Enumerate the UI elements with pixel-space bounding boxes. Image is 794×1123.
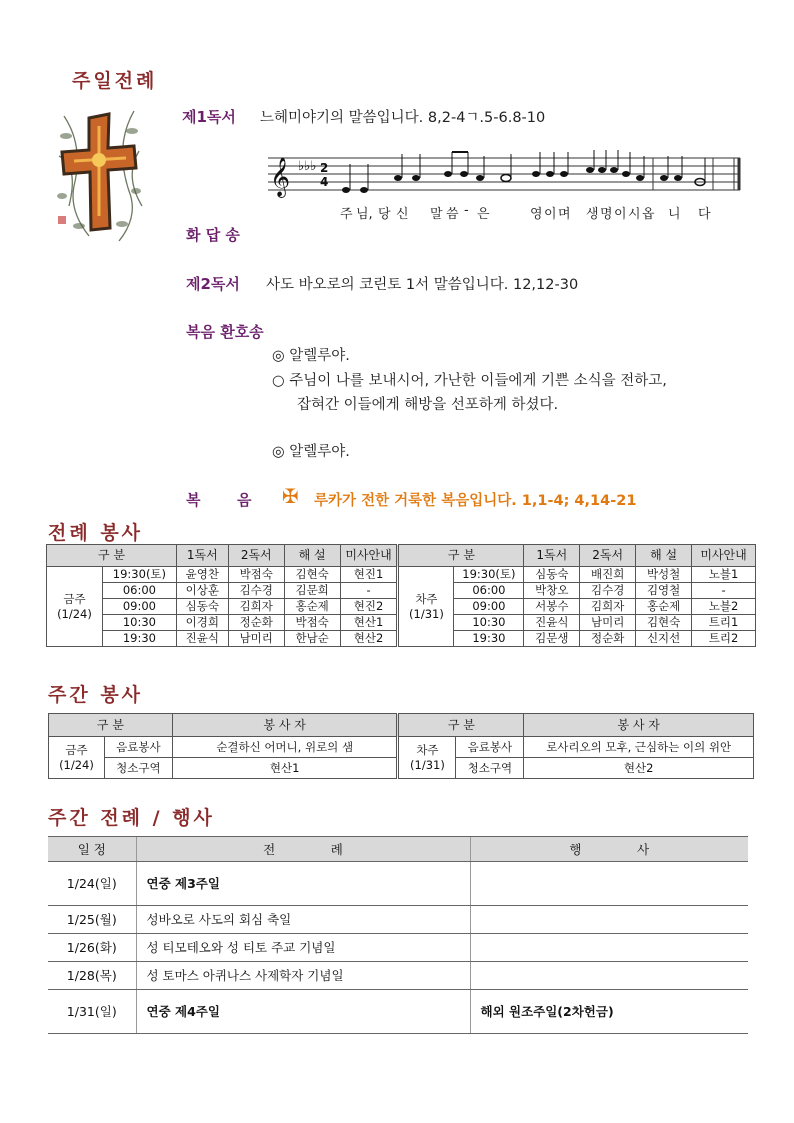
- gospel-text: 루카가 전한 거룩한 복음입니다. 1,1-4; 4,14-21: [314, 493, 637, 509]
- acclamation-label: 복음 환호송: [186, 323, 264, 341]
- week-date: (1/24): [59, 757, 94, 772]
- cell: 김희자: [580, 599, 636, 615]
- table-header-row: [48, 837, 748, 862]
- cell: 김문생: [524, 631, 580, 647]
- cell: 박성철: [636, 567, 692, 583]
- cell: 현산1: [172, 758, 398, 779]
- date-cell: 1/26(화): [48, 934, 136, 962]
- reading1-label: 제1독서: [182, 108, 236, 126]
- cell: 홍순제: [636, 599, 692, 615]
- cell: 진윤식: [524, 615, 580, 631]
- cell: 서봉수: [524, 599, 580, 615]
- table-row: [48, 934, 748, 962]
- liturgy-cell: 성 토마스 아퀴나스 사제학자 기념일: [136, 962, 470, 990]
- event-cell: 해외 원조주일(2차헌금): [470, 990, 748, 1034]
- header-cell: 구 분: [398, 714, 524, 737]
- liturgy-cell: 성 티모테오와 성 티토 주교 기념일: [136, 934, 470, 962]
- cell: 19:30(토): [102, 567, 176, 583]
- week-cell: [398, 567, 454, 647]
- week-cell: [49, 737, 105, 779]
- reading2-label: 제2독서: [186, 275, 240, 293]
- table-header-row: [47, 545, 756, 567]
- header-cell: 행 사: [470, 837, 748, 862]
- weekly-service-title: 주간 봉사: [48, 684, 144, 706]
- cell: 배진희: [580, 567, 636, 583]
- psalm-lyrics: [340, 203, 720, 221]
- header-cell: 전 례: [136, 837, 470, 862]
- sunday-liturgy-title: 주일전례: [72, 70, 158, 92]
- week-label: 차주: [416, 742, 439, 757]
- liturgy-cell: 연중 제4주일: [136, 990, 470, 1034]
- cell: 09:00: [454, 599, 524, 615]
- cell: 정순화: [580, 631, 636, 647]
- week-cell: [398, 737, 456, 779]
- lyric: 님,: [356, 207, 373, 222]
- lyric: 시: [628, 207, 641, 222]
- header-cell: 미사안내: [340, 545, 398, 567]
- date-cell: 1/31(일): [48, 990, 136, 1034]
- header-cell: 봉 사 자: [524, 714, 754, 737]
- cell: 남미리: [580, 615, 636, 631]
- header-cell: 해 설: [636, 545, 692, 567]
- liturgy-service-title: 전례 봉사: [48, 522, 144, 544]
- reading1-text: 느헤미야기의 말씀입니다. 8,2-4ㄱ.5-6.8-10: [260, 110, 546, 126]
- cell: 청소구역: [104, 758, 172, 779]
- lyric: 니: [668, 207, 681, 222]
- lyric: 당: [378, 207, 391, 222]
- cell: 현진1: [340, 567, 398, 583]
- header-cell: 미사안내: [692, 545, 756, 567]
- svg-text:2: 2: [320, 161, 329, 175]
- lyric: 옵: [642, 207, 655, 222]
- cell: -: [340, 583, 398, 599]
- cell: 로사리오의 모후, 근심하는 이의 위안: [524, 737, 754, 758]
- cell: 정순화: [228, 615, 284, 631]
- table-row: [48, 990, 748, 1034]
- cell: 09:00: [102, 599, 176, 615]
- header-cell: 봉 사 자: [172, 714, 398, 737]
- cell: 박창오: [524, 583, 580, 599]
- cross-illustration: [44, 96, 154, 246]
- date-cell: 1/25(월): [48, 906, 136, 934]
- event-cell: [470, 862, 748, 906]
- week-date: (1/24): [57, 606, 92, 621]
- cell: 김희자: [228, 599, 284, 615]
- date-cell: 1/24(일): [48, 862, 136, 906]
- cell: 06:00: [454, 583, 524, 599]
- svg-text:𝄞: 𝄞: [270, 157, 291, 197]
- date-cell: 1/28(목): [48, 962, 136, 990]
- weekly-events-table: [48, 836, 748, 1034]
- weekly-events-title: 주간 전례 / 행사: [48, 807, 215, 829]
- cell: 김현숙: [636, 615, 692, 631]
- psalm-music-staff: [268, 150, 742, 198]
- cell: 심동숙: [176, 599, 228, 615]
- cell: 남미리: [228, 631, 284, 647]
- cell: -: [692, 583, 756, 599]
- week-date: (1/31): [409, 606, 444, 621]
- cell: 트리1: [692, 615, 756, 631]
- header-cell: 1독서: [176, 545, 228, 567]
- week-cell: [47, 567, 103, 647]
- cell: 10:30: [454, 615, 524, 631]
- table-row: [48, 862, 748, 906]
- header-cell: 일 정: [48, 837, 136, 862]
- lyric: 이: [544, 207, 557, 222]
- cell: 한남순: [284, 631, 340, 647]
- cell: 06:00: [102, 583, 176, 599]
- cell: 김수경: [228, 583, 284, 599]
- header-cell: 1독서: [524, 545, 580, 567]
- cell: 19:30: [102, 631, 176, 647]
- liturgy-cell: 연중 제3주일: [136, 862, 470, 906]
- liturgy-service-table: [46, 544, 756, 647]
- cell: 음료봉사: [104, 737, 172, 758]
- header-cell: 구 분: [49, 714, 173, 737]
- lyric: 신: [396, 207, 409, 222]
- cell: 홍순제: [284, 599, 340, 615]
- cell: 10:30: [102, 615, 176, 631]
- reading2-text: 사도 바오로의 코린토 1서 말씀입니다. 12,12-30: [266, 277, 579, 293]
- week-label: 금주: [65, 742, 88, 757]
- lyric: 은: [477, 207, 490, 222]
- header-cell: 구 분: [398, 545, 524, 567]
- acclamation-line: 잡혀간 이들에게 해방을 선포하게 하셨다.: [297, 397, 559, 413]
- header-cell: 구 분: [47, 545, 177, 567]
- cell: 19:30: [454, 631, 524, 647]
- event-cell: [470, 962, 748, 990]
- lyric: 명: [600, 207, 613, 222]
- cell: 트리2: [692, 631, 756, 647]
- event-cell: [470, 934, 748, 962]
- lyric: 이: [614, 207, 627, 222]
- table-header-row: [49, 714, 754, 737]
- cell: 김수경: [580, 583, 636, 599]
- cell: 음료봉사: [456, 737, 524, 758]
- cell: 19:30(토): [454, 567, 524, 583]
- header-cell: 2독서: [228, 545, 284, 567]
- cell: 현산1: [340, 615, 398, 631]
- table-row: [47, 567, 756, 583]
- cell: 박점숙: [228, 567, 284, 583]
- lyric: 영: [530, 207, 543, 222]
- table-row: [49, 737, 754, 758]
- svg-text:♭♭♭: ♭♭♭: [298, 159, 317, 174]
- cell: 김현숙: [284, 567, 340, 583]
- acclamation-line: ○ 주님이 나를 보내시어, 가난한 이들에게 기쁜 소식을 전하고,: [272, 373, 667, 389]
- header-cell: 해 설: [284, 545, 340, 567]
- acclamation-line: ◎ 알렐루야.: [272, 444, 350, 460]
- liturgy-cell: 성바오로 사도의 회심 축일: [136, 906, 470, 934]
- lyric: 주: [340, 207, 353, 222]
- cell: 김영철: [636, 583, 692, 599]
- lyric: 말: [430, 207, 443, 222]
- cell: 윤영찬: [176, 567, 228, 583]
- week-date: (1/31): [410, 757, 445, 772]
- cell: 이경희: [176, 615, 228, 631]
- lyric: 씀: [446, 207, 459, 222]
- cell: 이상훈: [176, 583, 228, 599]
- gospel-label: 복 음: [186, 491, 252, 509]
- lyric: 며: [558, 207, 571, 222]
- table-row: [48, 962, 748, 990]
- psalm-label: 화 답 송: [186, 226, 240, 244]
- cell: 현산2: [340, 631, 398, 647]
- table-row: [48, 906, 748, 934]
- cell: 순결하신 어머니, 위로의 샘: [172, 737, 398, 758]
- cell: 노블1: [692, 567, 756, 583]
- cell: 진윤식: [176, 631, 228, 647]
- week-label: 차주: [415, 591, 438, 606]
- cell: 현진2: [340, 599, 398, 615]
- weekly-service-table: [48, 713, 754, 779]
- lyric: 생: [586, 207, 599, 222]
- header-cell: 2독서: [580, 545, 636, 567]
- cell: 심동숙: [524, 567, 580, 583]
- svg-text:4: 4: [320, 175, 329, 189]
- event-cell: [470, 906, 748, 934]
- acclamation-line: ◎ 알렐루야.: [272, 348, 350, 364]
- cell: 김문희: [284, 583, 340, 599]
- cell: 신지선: [636, 631, 692, 647]
- week-label: 금주: [63, 591, 86, 606]
- cell: 현산2: [524, 758, 754, 779]
- lyric: 다: [698, 207, 711, 222]
- cell: 노블2: [692, 599, 756, 615]
- gospel-cross-icon: ✠: [282, 484, 299, 508]
- cell: 청소구역: [456, 758, 524, 779]
- cell: 박점숙: [284, 615, 340, 631]
- lyric: -: [464, 203, 469, 218]
